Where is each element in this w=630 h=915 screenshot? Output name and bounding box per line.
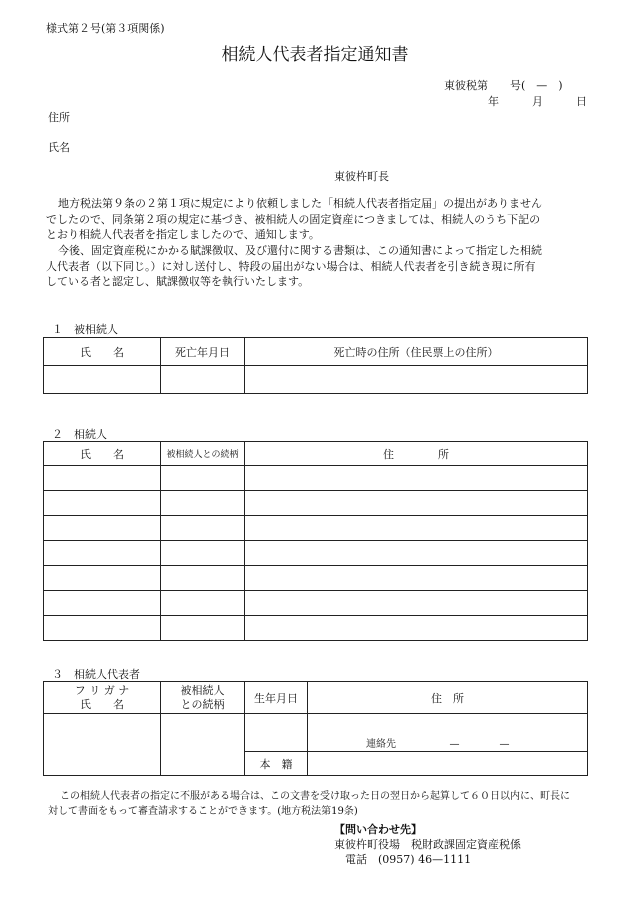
col-name: 氏 名: [80, 697, 124, 711]
col-birth: 生年月日: [245, 682, 308, 714]
section2-heading: ２ 相続人: [52, 428, 107, 441]
col-address: 住 所: [245, 442, 588, 466]
col-kana-name: [44, 682, 161, 714]
appeal-note-line1: この相続人代表者の指定に不服がある場合は、この文書を受け取った日の翌日から起算して６０日以内に、町長に: [60, 791, 570, 802]
representative-name-cell[interactable]: [44, 714, 161, 776]
heir-address-cell[interactable]: [245, 491, 588, 516]
paragraph-2-line: している者と認定し、賦課徴収等を執行いたします。: [46, 275, 310, 289]
heir-address-cell[interactable]: [245, 541, 588, 566]
col-relation-line1: 被相続人: [180, 683, 225, 697]
heir-relation-cell[interactable]: [161, 491, 245, 516]
col-relation-line2: との続柄: [180, 697, 225, 711]
paragraph-2: [46, 243, 586, 290]
document-number: 東彼税第 号( — ): [444, 79, 563, 92]
sender-name: 東彼杵町長: [334, 170, 389, 183]
heir-relation-cell[interactable]: [161, 591, 245, 616]
address-label: 住所: [48, 111, 70, 124]
heir-address-cell[interactable]: [245, 616, 588, 641]
paragraph-2-line: 今後、固定資産税にかかる賦課徴収、及び還付に関する書類は、この通知書によって指定した相続: [58, 244, 542, 257]
section1-heading: １ 被相続人: [52, 323, 118, 336]
deceased-table: [43, 337, 588, 394]
heirs-table: [43, 441, 588, 641]
contact-value: — —: [449, 739, 510, 750]
heir-relation-cell[interactable]: [161, 616, 245, 641]
heir-name-cell[interactable]: [44, 491, 161, 516]
paragraph-1-line: 地方税法第９条の２第１項に規定により依頼しました「相続人代表者指定届」の提出がありません: [58, 197, 542, 210]
contact-label: 連絡先: [366, 739, 396, 750]
col-relation: 被相続人との続柄: [161, 442, 245, 466]
col-death-date: 死亡年月日: [161, 338, 245, 366]
heir-name-cell[interactable]: [44, 566, 161, 591]
inquiry-phone: 電話 (0957) 46—1111: [345, 853, 472, 866]
inquiry-office: 東彼杵町役場 税財政課固定資産税係: [334, 838, 521, 851]
heir-name-cell[interactable]: [44, 591, 161, 616]
heir-address-cell[interactable]: [245, 591, 588, 616]
section3-heading: ３ 相続人代表者: [52, 668, 140, 681]
heir-address-cell[interactable]: [245, 466, 588, 491]
heir-relation-cell[interactable]: [161, 566, 245, 591]
heir-address-cell[interactable]: [245, 566, 588, 591]
col-name: 氏 名: [44, 338, 161, 366]
paragraph-1-line: とおり相続人代表者を指定しましたので、通知します。: [46, 228, 320, 242]
deceased-date-cell[interactable]: [161, 366, 245, 394]
paragraph-2-line: 人代表者（以下同じ。）に対し送付し、特段の届出がない場合は、相続人代表者を引き続き現に所有: [46, 259, 536, 273]
representative-relation-cell[interactable]: [161, 714, 245, 776]
heir-relation-cell[interactable]: [161, 516, 245, 541]
heir-name-cell[interactable]: [44, 541, 161, 566]
honseki-label: 本 籍: [245, 752, 308, 776]
heir-relation-cell[interactable]: [161, 466, 245, 491]
col-relation: [161, 682, 245, 714]
heir-relation-cell[interactable]: [161, 541, 245, 566]
paragraph-1-line: でしたので、同条第２項の規定に基づき、被相続人の固定資産につきましては、相続人のうち下記の: [46, 212, 541, 226]
appeal-note-line2: 対して書面をもって審査請求することができます。(地方税法第19条): [48, 806, 358, 817]
document-date: 年 月 日: [488, 95, 587, 108]
honseki-cell[interactable]: [308, 752, 588, 776]
heir-name-cell[interactable]: [44, 466, 161, 491]
col-name: 氏 名: [44, 442, 161, 466]
deceased-address-cell[interactable]: [245, 366, 588, 394]
heir-address-cell[interactable]: [245, 516, 588, 541]
form-number: 様式第２号(第３項関係): [46, 22, 165, 35]
representative-birth-cell[interactable]: [245, 714, 308, 752]
heir-name-cell[interactable]: [44, 516, 161, 541]
col-address: 住 所: [308, 682, 588, 714]
representative-table: [43, 681, 588, 776]
heir-name-cell[interactable]: [44, 616, 161, 641]
col-death-address: 死亡時の住所（住民票上の住所）: [245, 338, 588, 366]
inquiry-heading: 【問い合わせ先】: [334, 823, 422, 836]
name-label: 氏名: [48, 141, 70, 154]
representative-address-cell[interactable]: [308, 714, 588, 752]
col-kana: フ リ ガ ナ: [74, 683, 130, 697]
page-title: 相続人代表者指定通知書: [221, 45, 409, 65]
deceased-name-cell[interactable]: [44, 366, 161, 394]
paragraph-1: [46, 196, 586, 243]
